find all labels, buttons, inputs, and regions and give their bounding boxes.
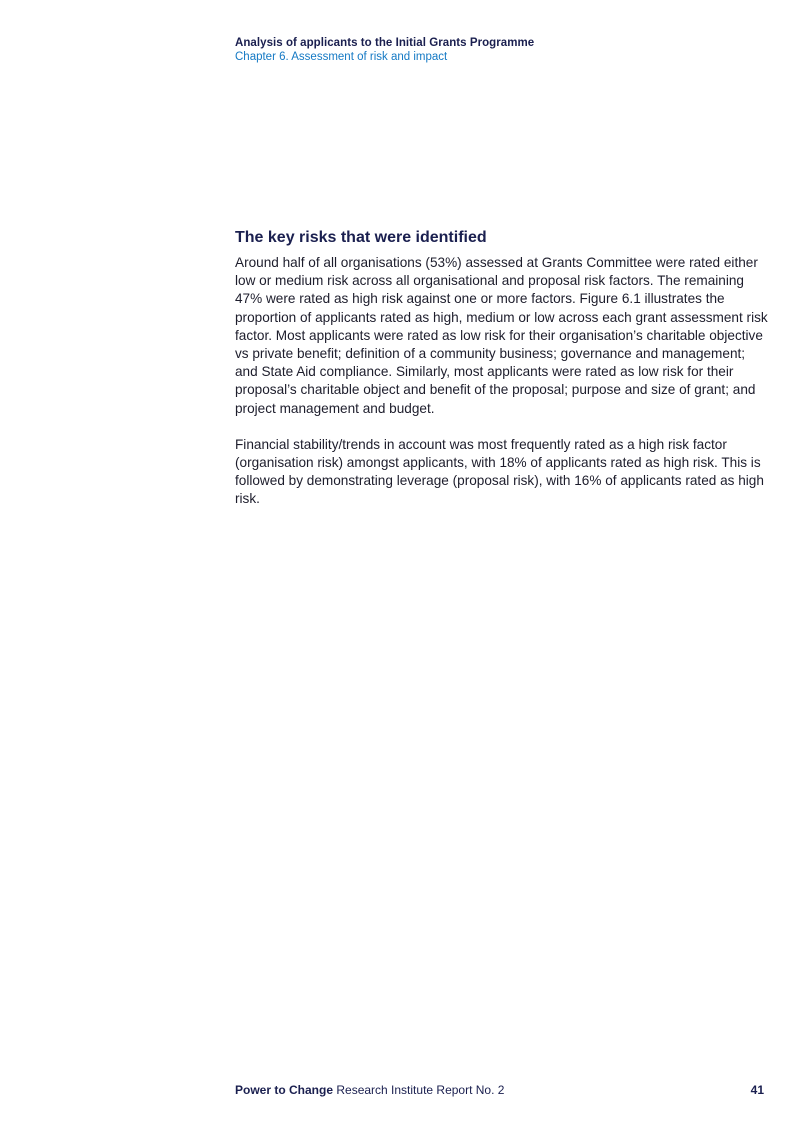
main-content — [235, 228, 770, 527]
paragraph-risk-overview: Around half of all organisations (53%) assessed at Grants Committee were rated either low or medium risk across all organisational and proposal risk factors. The remaining 47% were rated as high risk against one or more factors. Figure 6.1 illustrates the proportion of applicants rated as high, medium or low across each grant assessment risk factor. Most applicants were rated as low risk for their organisation’s charitable objective vs private benefit; definition of a community business; governance and management; and State Aid compliance. Similarly, most applicants were rated as low risk for their proposal’s charitable object and benefit of the proposal; purpose and size of grant; and project management and budget. — [235, 255, 768, 416]
page-number: 41 — [750, 1083, 764, 1097]
footer-organisation: Power to Change — [235, 1083, 334, 1097]
section-heading: The key risks that were identified — [235, 229, 487, 246]
document-title: Analysis of applicants to the Initial Grants Programme — [235, 37, 535, 49]
footer-report-title: Research Institute Report No. 2 — [336, 1083, 505, 1097]
running-header — [235, 36, 755, 64]
paragraph-financial-stability: Financial stability/trends in account was most frequently rated as a high risk factor (organisation risk) amongst applicants, with 18% of applicants rated as high risk. This is followed by demonstrating leverage (proposal risk), with 16% of applicants rated as high risk. — [235, 436, 764, 507]
chapter-title: Chapter 6. Assessment of risk and impact — [235, 51, 448, 63]
page-footer — [235, 1082, 764, 1098]
